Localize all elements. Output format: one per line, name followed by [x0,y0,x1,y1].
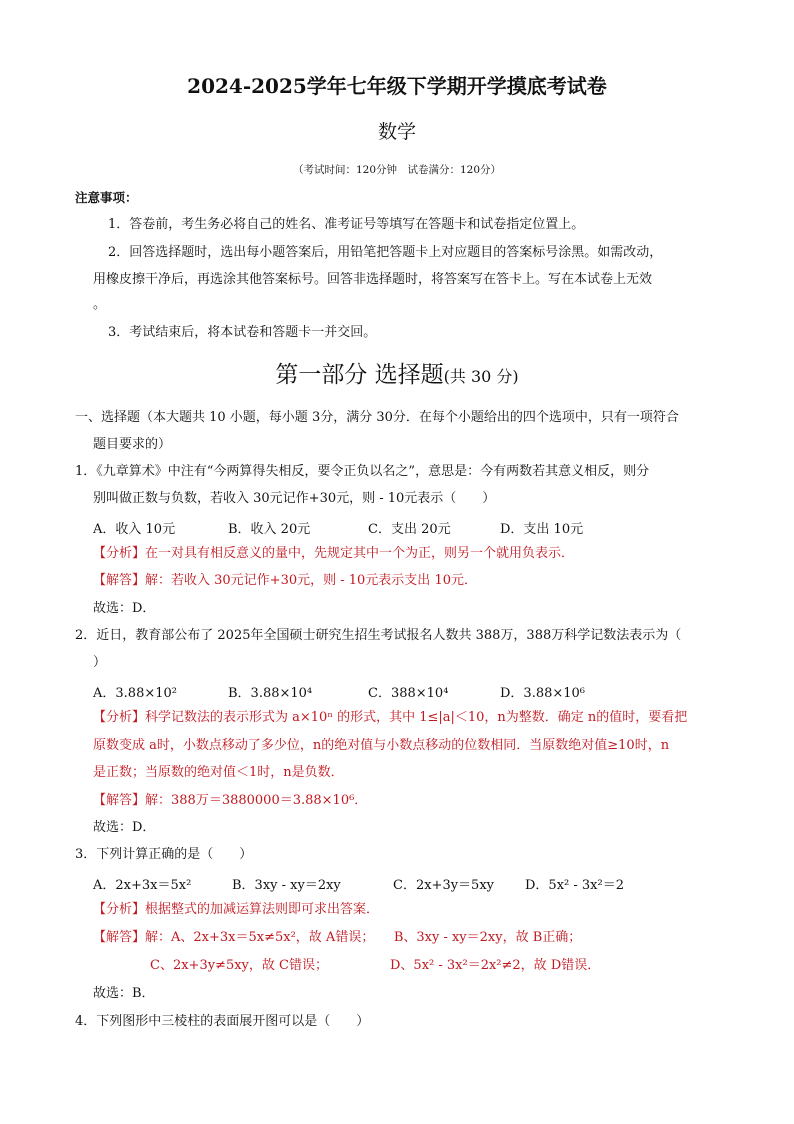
q2-analysis: 是正数；当原数的绝对值＜1时，n是负数． [93,765,344,780]
exam-title: 2024-2025学年七年级下学期开学摸底考试卷 [187,74,607,98]
q1-analysis: 【分析】在一对具有相反意义的量中，先规定其中一个为正，则另一个就用负表示． [93,546,575,561]
section-points: (共 30 分) [443,367,519,386]
q3-solution: C、2x+3y≠5xy，故 C错误； [150,958,328,973]
q1-option-a: A．收入 10元 [93,522,176,537]
q2-solution: 【解答】解：388万＝3880000＝3.88×10⁶． [93,793,368,808]
q3-choice: 故选：B． [93,986,155,1001]
section-intro: 一、选择题（本大题共 10 小题，每小题 3分，满分 30分．在每个小题给出的四个选项中，只有一项符合 [75,410,679,425]
notice-item: 2．回答选择题时，选出每小题答案后，用铅笔把答题卡上对应题目的答案标号涂黑。如需改动， [108,245,663,260]
q3-analysis: 【分析】根据整式的加减运算法则即可求出答案． [93,902,380,917]
q3-stem: 3．下列计算正确的是（ ） [75,847,253,862]
notice-item: 3．考试结束后，将本试卷和答题卡一并交回。 [108,325,377,340]
notice-item: 1．答卷前，考生务必将自己的姓名、准考证号等填写在答题卡和试卷指定位置上。 [108,217,585,232]
q2-option-d: D．3.88×10⁶ [500,686,586,701]
notice-item: 。 [93,297,107,312]
q2-option-c: C．388×10⁴ [368,686,449,701]
q3-solution: 【解答】解：A、2x+3x＝5x≠5x²，故 A错误； B、3xy - xy＝2xy，故 B正确； [93,930,582,945]
q4-stem: 4．下列图形中三棱柱的表面展开图可以是（ ） [75,1014,370,1029]
q3-option-a: A．2x+3x＝5x² [93,878,192,893]
q2-analysis: 原数变成 a时，小数点移动了多少位，n的绝对值与小数点移动的位数相同．当原数绝对值≥10时，n [93,738,670,753]
q3-solution: D、5x² - 3x²＝2x²≠2，故 D错误． [390,958,601,973]
notice-heading: 注意事项： [75,190,138,205]
q1-choice: 故选：D． [93,601,156,616]
section-title-text: 第一部分 选择题 [275,362,444,388]
q1-stem: 别叫做正数与负数，若收入 30元记作+30元，则 - 10元表示（ ） [93,491,496,506]
q3-option-c: C．2x+3y＝5xy [393,878,495,893]
q1-option-d: D．支出 10元 [500,522,584,537]
section-title [0,356,794,389]
q2-choice: 故选：D． [93,820,156,835]
section-intro: 题目要求的） [93,437,172,452]
q1-solution: 【解答】解：若收入 30元记作+30元，则 - 10元表示支出 10元． [93,573,477,588]
q3-option-b: B．3xy - xy＝2xy [232,878,341,893]
notice-item: 用橡皮擦干净后，再选涂其他答案标号。回答非选择题时，将答案写在答卡上。写在本试卷上无效 [93,272,653,287]
q1-stem: 1．《九章算术》中注有“今两算得失相反，要令正负以名之”，意思是：今有两数若其意义相反，则分 [75,464,650,479]
q2-stem: 2．近日，教育部公布了 2025年全国硕士研究生招生考试报名人数共 388万，388万科学记数法表示为（ [75,628,682,643]
q1-option-b: B．收入 20元 [228,522,311,537]
exam-meta: （考试时间：120分钟 试卷满分：120分） [292,164,502,176]
subject-title: 数学 [377,121,416,143]
q2-stem: ） [93,655,107,670]
q2-analysis: 【分析】科学记数法的表示形式为 a×10ⁿ 的形式，其中 1≤|a|＜10，n为整数．确定 n的值时，要看把 [93,710,688,725]
q1-option-c: C．支出 20元 [368,522,451,537]
q3-option-d: D．5x² - 3x²＝2 [525,878,624,893]
q2-option-b: B．3.88×10⁴ [228,686,313,701]
q2-option-a: A．3.88×10² [93,686,177,701]
